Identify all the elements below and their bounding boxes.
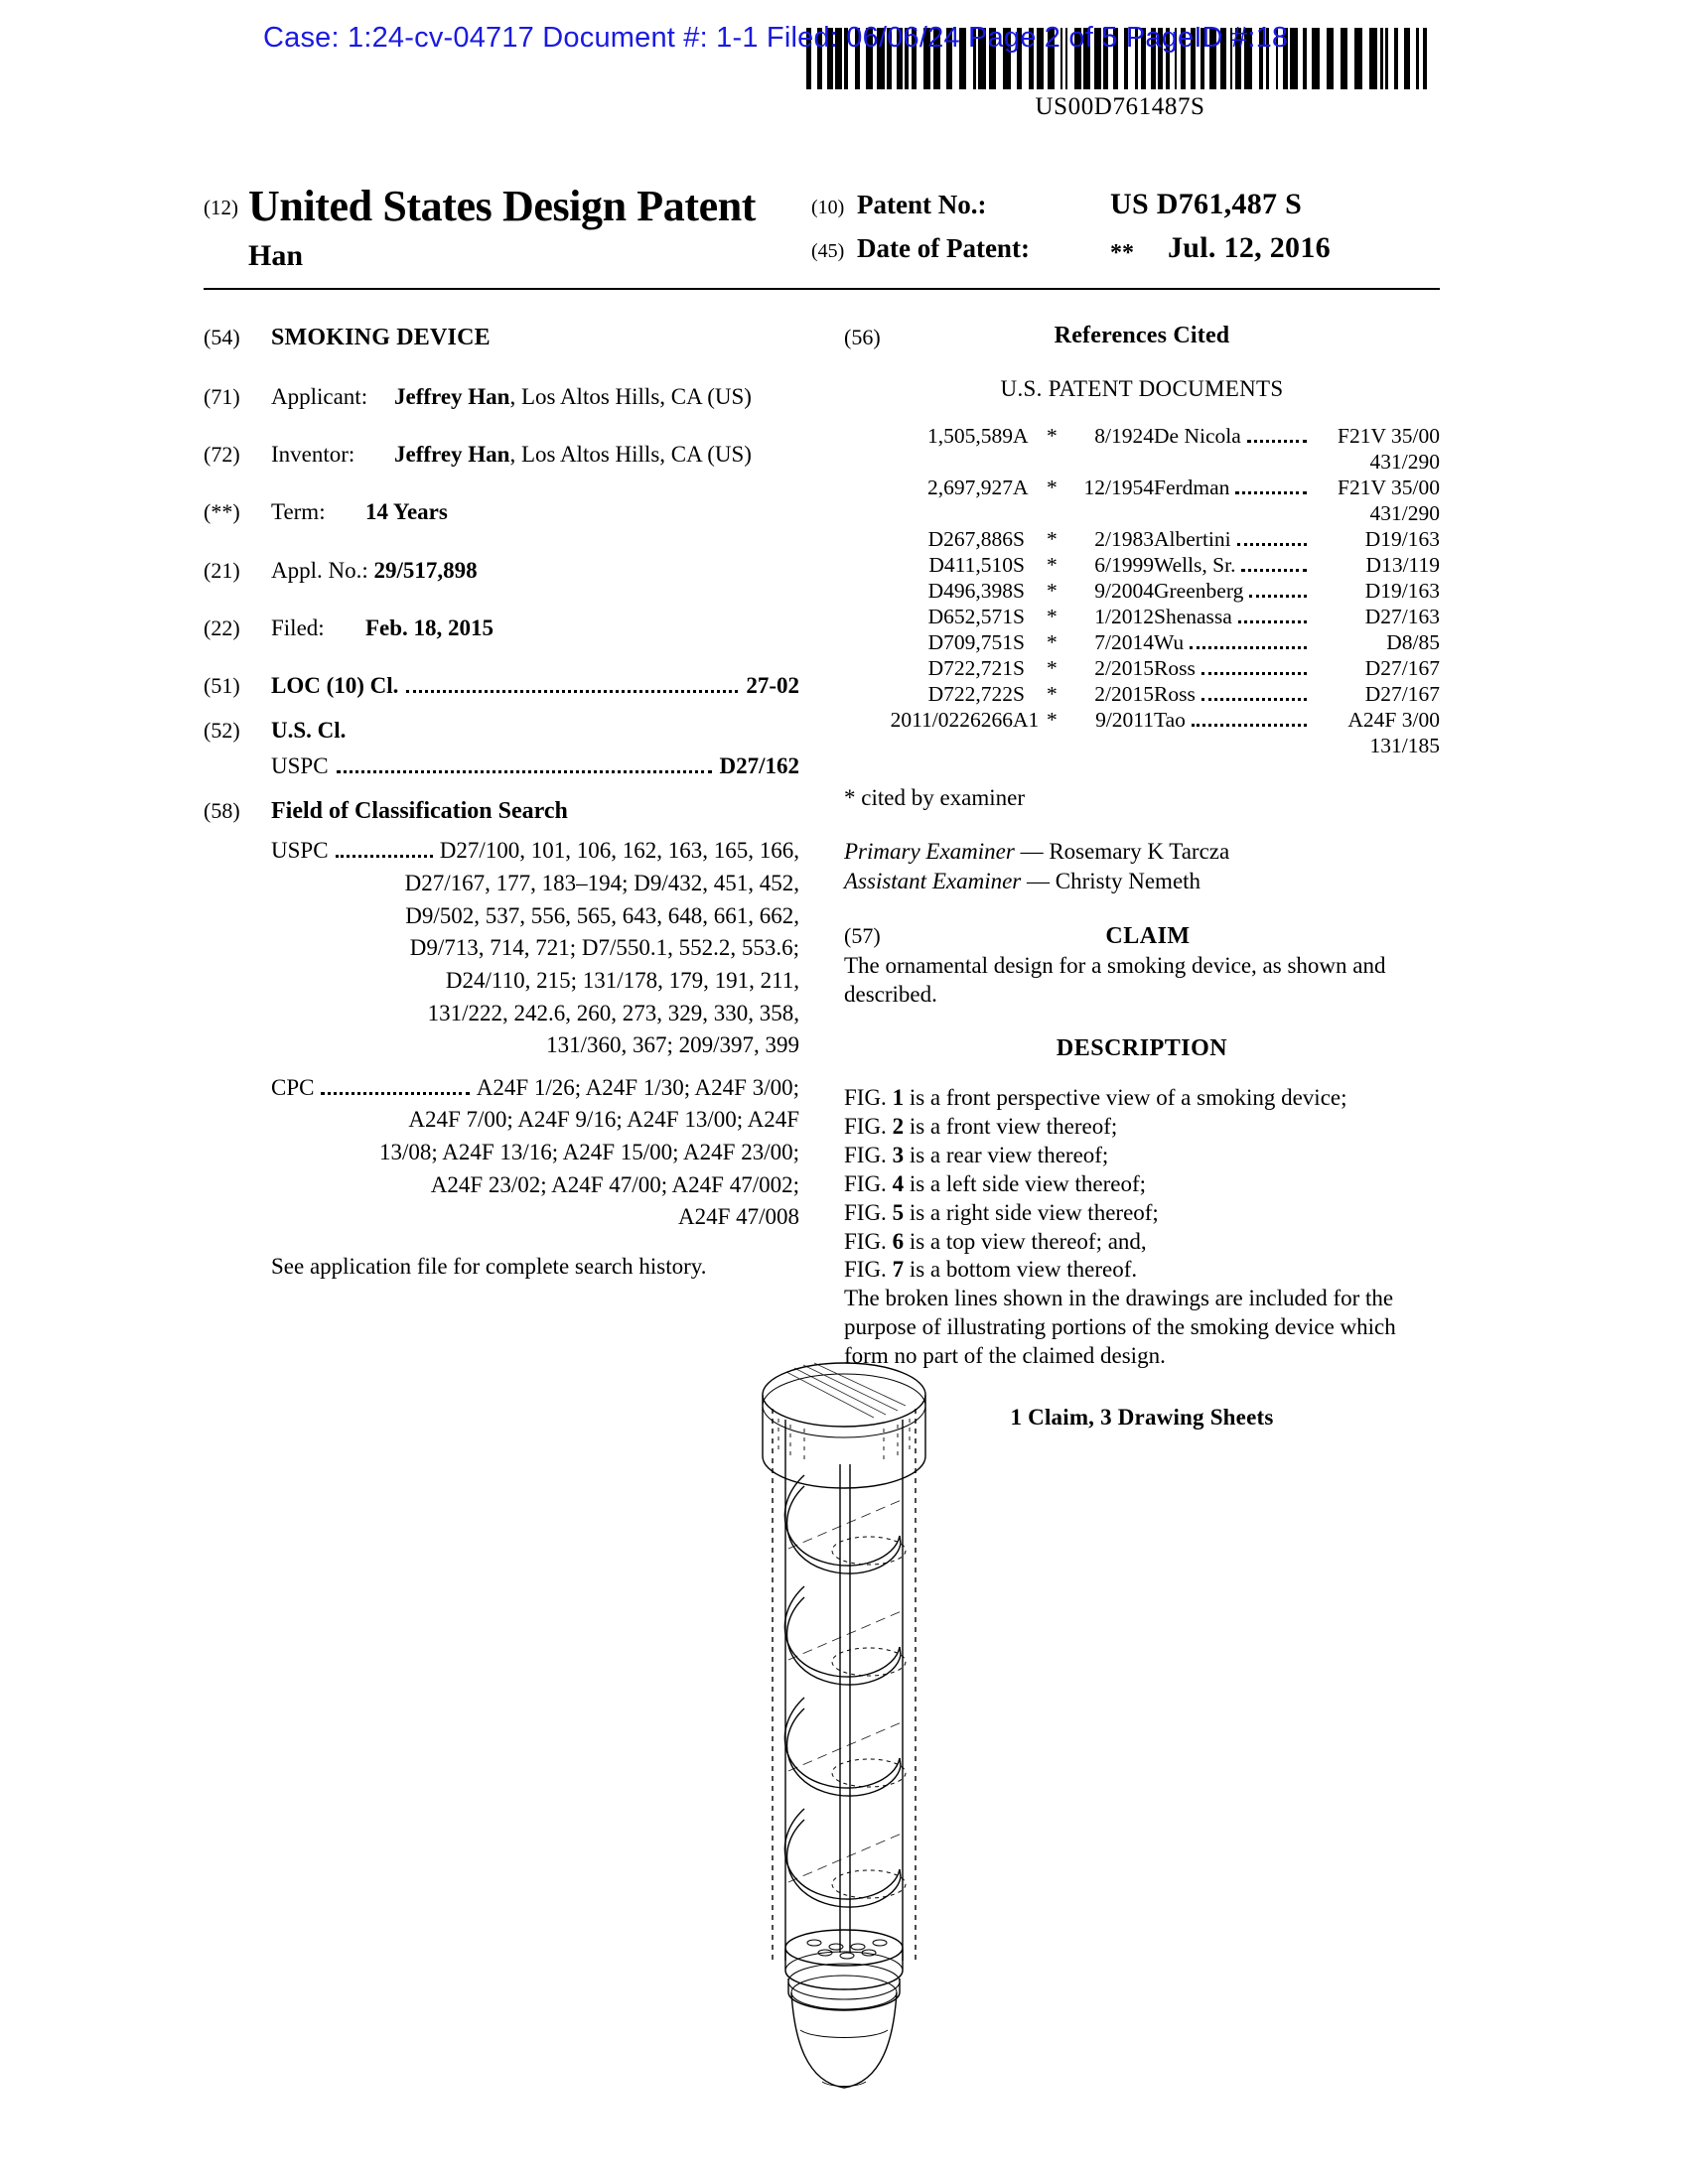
primary-examiner-line bbox=[844, 837, 1440, 867]
reference-asterisk: * bbox=[1047, 682, 1058, 706]
title-right bbox=[811, 184, 1432, 275]
patent-drawing-figure bbox=[655, 1345, 1033, 2129]
field-us-class-body bbox=[271, 716, 799, 782]
reference-number: D652,571 bbox=[927, 605, 1013, 628]
reference-name: Greenberg bbox=[1154, 579, 1244, 603]
left-column bbox=[204, 323, 799, 1431]
reference-class: D19/163 bbox=[1364, 579, 1440, 603]
claim-text: The ornamental design for a smoking device, as shown and described. bbox=[844, 952, 1386, 1007]
reference-asterisk: * bbox=[1047, 630, 1058, 654]
field-filed-body bbox=[271, 614, 799, 643]
reference-date: 2/2015 bbox=[1094, 682, 1154, 706]
table-row-subclass bbox=[844, 734, 1440, 759]
loc-class-label: LOC (10) Cl. bbox=[271, 673, 399, 699]
references-title: References Cited bbox=[1054, 323, 1230, 348]
field-loc-class bbox=[204, 671, 799, 701]
field-inventor bbox=[204, 440, 799, 470]
reference-class: D27/167 bbox=[1364, 682, 1440, 706]
reference-class: D13/119 bbox=[1365, 553, 1440, 577]
field-inventor-code: (72) bbox=[204, 442, 240, 468]
column-gutter bbox=[799, 323, 844, 1431]
description-fig-7: FIG. 7 is a bottom view thereof. bbox=[844, 1257, 1138, 1283]
patent-no-label: Patent No.: bbox=[857, 190, 987, 219]
description-title: DESCRIPTION bbox=[1056, 1034, 1228, 1061]
reference-leader-dots bbox=[1190, 646, 1307, 649]
reference-kind: S bbox=[1013, 553, 1025, 577]
reference-number: D722,721 bbox=[927, 656, 1013, 680]
focs-uspc-line-1: D27/167, 177, 183–194; D9/432, 451, 452, bbox=[404, 870, 799, 895]
focs-uspc-line-3: D9/713, 714, 721; D7/550.1, 552.2, 553.6; bbox=[409, 935, 799, 961]
reference-class: D27/167 bbox=[1364, 656, 1440, 680]
reference-date: 2/1983 bbox=[1094, 527, 1154, 551]
references-code: (56) bbox=[844, 325, 881, 349]
reference-asterisk: * bbox=[1047, 605, 1058, 628]
field-term-code: (**) bbox=[204, 499, 240, 525]
date-of-patent-value: Jul. 12, 2016 bbox=[1168, 231, 1331, 264]
reference-name: Tao bbox=[1154, 708, 1186, 732]
table-row bbox=[844, 605, 1440, 630]
table-row bbox=[844, 579, 1440, 605]
field-filed-label: Filed: bbox=[271, 615, 325, 641]
focs-cpc-line-4: A24F 47/008 bbox=[677, 1204, 799, 1230]
focs-uspc-first-row bbox=[271, 835, 799, 868]
claim-header bbox=[844, 923, 1440, 950]
description-fig-3: FIG. 3 is a rear view thereof; bbox=[844, 1142, 1109, 1167]
page-title: United States Design Patent bbox=[248, 182, 757, 230]
appl-no-value: 29/517,898 bbox=[373, 557, 478, 583]
reference-number: 1,505,589 bbox=[927, 424, 1013, 448]
focs-cpc-line-2: 13/08; A24F 13/16; A24F 15/00; A24F 23/00; bbox=[378, 1140, 799, 1165]
assistant-examiner-name: — Christy Nemeth bbox=[1027, 869, 1201, 894]
field-title-code: (54) bbox=[204, 325, 240, 349]
focs-cpc-label: CPC bbox=[271, 1074, 315, 1100]
focs-cpc-block bbox=[271, 1072, 799, 1234]
reference-name-cell bbox=[1154, 630, 1313, 656]
reference-leader-dots bbox=[1249, 595, 1307, 598]
primary-examiner-name: — Rosemary K Tarcza bbox=[1020, 839, 1230, 864]
reference-number: D267,886 bbox=[927, 527, 1013, 551]
description-fig-1: FIG. 1 is a front perspective view of a smoking device; bbox=[844, 1084, 1347, 1110]
reference-name-cell bbox=[1154, 527, 1313, 553]
reference-asterisk: * bbox=[1047, 553, 1058, 577]
right-column bbox=[844, 323, 1440, 1431]
reference-date: 6/1999 bbox=[1094, 553, 1154, 577]
filed-date-value: Feb. 18, 2015 bbox=[365, 615, 494, 641]
table-row bbox=[844, 476, 1440, 501]
field-appl-no-code: (21) bbox=[204, 557, 240, 583]
table-row-subclass bbox=[844, 450, 1440, 476]
field-filed bbox=[204, 614, 799, 643]
table-row bbox=[844, 656, 1440, 682]
examiner-block bbox=[844, 837, 1440, 897]
inventor-name: Jeffrey Han bbox=[394, 442, 510, 468]
reference-date: 8/1924 bbox=[1094, 424, 1154, 448]
reference-name: Albertini bbox=[1154, 527, 1231, 551]
reference-asterisk: * bbox=[1047, 708, 1058, 732]
reference-name-cell bbox=[1154, 424, 1313, 450]
primary-examiner-label: Primary Examiner bbox=[844, 839, 1015, 864]
uspc-leader-dots bbox=[337, 769, 712, 773]
reference-asterisk: * bbox=[1047, 527, 1058, 551]
reference-name: Wells, Sr. bbox=[1154, 553, 1236, 577]
doc-kind-code: (12) bbox=[204, 196, 238, 219]
field-inventor-label: Inventor: bbox=[271, 442, 355, 468]
reference-number: D496,398 bbox=[927, 579, 1013, 603]
reference-kind: S bbox=[1013, 630, 1025, 654]
term-value: 14 Years bbox=[365, 499, 448, 525]
date-of-patent-code: (45) bbox=[811, 240, 845, 262]
cited-by-examiner-note: * cited by examiner bbox=[844, 785, 1026, 810]
table-row-subclass bbox=[844, 501, 1440, 527]
patent-no-code: (10) bbox=[811, 197, 845, 218]
reference-leader-dots bbox=[1192, 724, 1307, 727]
reference-date: 9/2011 bbox=[1095, 708, 1154, 732]
assistant-examiner-label: Assistant Examiner bbox=[844, 869, 1022, 894]
references-table bbox=[844, 424, 1440, 759]
reference-kind: S bbox=[1013, 605, 1025, 628]
references-header bbox=[844, 323, 1440, 349]
us-class-label: U.S. Cl. bbox=[271, 717, 347, 743]
reference-kind: A bbox=[1013, 476, 1029, 499]
references-subtitle: U.S. PATENT DOCUMENTS bbox=[1000, 376, 1284, 401]
field-appl-no bbox=[204, 556, 799, 586]
uspc-value: D27/162 bbox=[719, 753, 799, 779]
reference-name: Wu bbox=[1154, 630, 1185, 654]
focs-cpc-line-1: A24F 7/00; A24F 9/16; A24F 13/00; A24F bbox=[408, 1107, 799, 1133]
patent-no-value: US D761,487 S bbox=[1110, 188, 1303, 220]
reference-number: D709,751 bbox=[927, 630, 1013, 654]
reference-kind: S bbox=[1013, 579, 1025, 603]
reference-class: A24F 3/00 bbox=[1347, 708, 1440, 732]
inventor-surname: Han bbox=[248, 239, 304, 273]
reference-class: D27/163 bbox=[1364, 605, 1440, 628]
reference-subclass: 131/185 bbox=[1369, 734, 1440, 757]
reference-kind: A bbox=[1013, 424, 1029, 448]
term-disclaimer-asterisk: ** bbox=[1110, 240, 1134, 266]
court-filing-stamp: Case: 1:24-cv-04717 Document #: 1-1 Filed: 06/06/24 Page 2 of 5 PageID #:18 bbox=[263, 22, 1289, 54]
reference-asterisk: * bbox=[1047, 579, 1058, 603]
field-us-class-code: (52) bbox=[204, 717, 240, 743]
reference-leader-dots bbox=[1201, 672, 1307, 675]
field-applicant bbox=[204, 382, 799, 412]
reference-leader-dots bbox=[1201, 698, 1307, 701]
reference-name-cell bbox=[1154, 605, 1313, 630]
applicant-address: , Los Altos Hills, CA (US) bbox=[509, 383, 752, 409]
field-term bbox=[204, 497, 799, 527]
reference-class: F21V 35/00 bbox=[1338, 476, 1440, 499]
description-fig-6: FIG. 6 is a top view thereof; and, bbox=[844, 1228, 1147, 1254]
assistant-examiner-line bbox=[844, 867, 1440, 896]
reference-asterisk: * bbox=[1047, 424, 1058, 448]
reference-name-cell bbox=[1154, 682, 1313, 708]
body-columns bbox=[204, 323, 1440, 1431]
field-appl-no-body bbox=[271, 556, 799, 586]
table-row bbox=[844, 553, 1440, 579]
description-fig-4: FIG. 4 is a left side view thereof; bbox=[844, 1170, 1147, 1196]
patent-number-row bbox=[811, 188, 1432, 221]
description-fig-5: FIG. 5 is a right side view thereof; bbox=[844, 1199, 1159, 1225]
field-focs-body bbox=[271, 796, 799, 1283]
field-loc-body bbox=[271, 671, 799, 701]
applicant-name: Jeffrey Han bbox=[394, 383, 510, 409]
focs-uspc-block bbox=[271, 835, 799, 1062]
field-classification-search bbox=[204, 796, 799, 1283]
claim-code: (57) bbox=[844, 922, 881, 948]
focs-label: Field of Classification Search bbox=[271, 797, 568, 824]
focs-uspc-line-0: D27/100, 101, 106, 162, 163, 165, 166, bbox=[439, 838, 799, 864]
reference-number: 2,697,927 bbox=[927, 476, 1013, 499]
reference-name: Ross bbox=[1154, 656, 1196, 680]
reference-kind: A1 bbox=[1013, 708, 1040, 732]
reference-asterisk: * bbox=[1047, 656, 1058, 680]
inventor-address: , Los Altos Hills, CA (US) bbox=[509, 442, 752, 468]
focs-uspc-line-6: 131/360, 367; 209/397, 399 bbox=[546, 1032, 799, 1058]
loc-class-value: 27-02 bbox=[746, 673, 799, 699]
reference-name-cell bbox=[1154, 708, 1313, 734]
reference-date: 1/2012 bbox=[1094, 605, 1154, 628]
reference-leader-dots bbox=[1241, 569, 1307, 572]
focs-uspc-label: USPC bbox=[271, 838, 329, 864]
focs-cpc-line-0: A24F 1/26; A24F 1/30; A24F 3/00; bbox=[476, 1074, 799, 1100]
reference-leader-dots bbox=[1235, 491, 1307, 494]
patent-title-block bbox=[204, 184, 1440, 275]
field-us-class bbox=[204, 716, 799, 782]
reference-name-cell bbox=[1154, 579, 1313, 605]
header-divider bbox=[204, 288, 1440, 290]
loc-leader-dots bbox=[406, 689, 738, 693]
patent-date-row bbox=[811, 231, 1432, 265]
table-row bbox=[844, 424, 1440, 450]
reference-kind: S bbox=[1013, 656, 1025, 680]
focs-uspc-line-4: D24/110, 215; 131/178, 179, 191, 211, bbox=[445, 967, 799, 993]
reference-date: 12/1954 bbox=[1083, 476, 1154, 499]
reference-class: D8/85 bbox=[1386, 630, 1440, 654]
field-applicant-label: Applicant: bbox=[271, 383, 368, 409]
reference-class: D19/163 bbox=[1364, 527, 1440, 551]
reference-date: 2/2015 bbox=[1094, 656, 1154, 680]
reference-asterisk: * bbox=[1047, 476, 1058, 499]
table-row bbox=[844, 708, 1440, 734]
reference-kind: S bbox=[1013, 527, 1025, 551]
date-of-patent-label: Date of Patent: bbox=[857, 233, 1030, 263]
claims-sheets-line: 1 Claim, 3 Drawing Sheets bbox=[1010, 1405, 1274, 1431]
field-inventor-body bbox=[271, 440, 799, 470]
field-loc-code: (51) bbox=[204, 673, 240, 699]
focs-uspc-line-5: 131/222, 242.6, 260, 273, 329, 330, 358, bbox=[427, 1000, 799, 1025]
table-row bbox=[844, 527, 1440, 553]
reference-leader-dots bbox=[1238, 620, 1307, 623]
field-title-value: SMOKING DEVICE bbox=[271, 325, 491, 350]
reference-date: 9/2004 bbox=[1094, 579, 1154, 603]
barcode-number: US00D761487S bbox=[1035, 93, 1205, 120]
description-fig-2: FIG. 2 is a front view thereof; bbox=[844, 1113, 1118, 1139]
reference-number: D411,510 bbox=[928, 553, 1013, 577]
reference-name: Ferdman bbox=[1154, 476, 1230, 499]
field-applicant-code: (71) bbox=[204, 383, 240, 409]
table-row bbox=[844, 682, 1440, 708]
focs-cpc-first-row bbox=[271, 1072, 799, 1105]
field-filed-code: (22) bbox=[204, 615, 240, 641]
field-appl-no-label: Appl. No.: bbox=[271, 557, 368, 583]
reference-name: Shenassa bbox=[1154, 605, 1232, 628]
field-term-label: Term: bbox=[271, 499, 326, 525]
reference-name-cell bbox=[1154, 656, 1313, 682]
focs-uspc-dots bbox=[336, 855, 433, 858]
focs-uspc-line-2: D9/502, 537, 556, 565, 643, 648, 661, 662, bbox=[405, 902, 799, 928]
field-focs-code: (58) bbox=[204, 797, 240, 823]
focs-cpc-line-3: A24F 23/02; A24F 47/00; A24F 47/002; bbox=[430, 1171, 799, 1197]
reference-leader-dots bbox=[1237, 543, 1307, 546]
smoking-device-drawing bbox=[655, 1345, 1033, 2129]
reference-date: 7/2014 bbox=[1094, 630, 1154, 654]
reference-number: D722,722 bbox=[927, 682, 1013, 706]
field-applicant-body bbox=[271, 382, 799, 412]
table-row bbox=[844, 630, 1440, 656]
reference-name-cell bbox=[1154, 476, 1313, 501]
reference-kind: S bbox=[1013, 682, 1025, 706]
reference-name-cell bbox=[1154, 553, 1313, 579]
title-left bbox=[204, 184, 811, 273]
field-term-body bbox=[271, 497, 799, 527]
reference-number: 2011/0226266 bbox=[890, 708, 1013, 732]
reference-name: Ross bbox=[1154, 682, 1196, 706]
field-title bbox=[204, 323, 799, 354]
reference-name: De Nicola bbox=[1154, 424, 1241, 448]
see-application-file-note: See application file for complete search history. bbox=[271, 1254, 707, 1280]
focs-cpc-dots bbox=[321, 1092, 469, 1095]
reference-subclass: 431/290 bbox=[1369, 501, 1440, 525]
claim-title: CLAIM bbox=[1105, 922, 1191, 949]
description-figure-list bbox=[844, 1084, 1440, 1286]
reference-class: F21V 35/00 bbox=[1338, 424, 1440, 448]
reference-leader-dots bbox=[1247, 440, 1307, 443]
uspc-label: USPC bbox=[271, 753, 329, 779]
reference-subclass: 431/290 bbox=[1369, 450, 1440, 474]
description-broken-lines-note: The broken lines shown in the drawings are included for the purpose of illustrating portions of the smoking device which form no part of the claimed design. bbox=[844, 1286, 1396, 1369]
